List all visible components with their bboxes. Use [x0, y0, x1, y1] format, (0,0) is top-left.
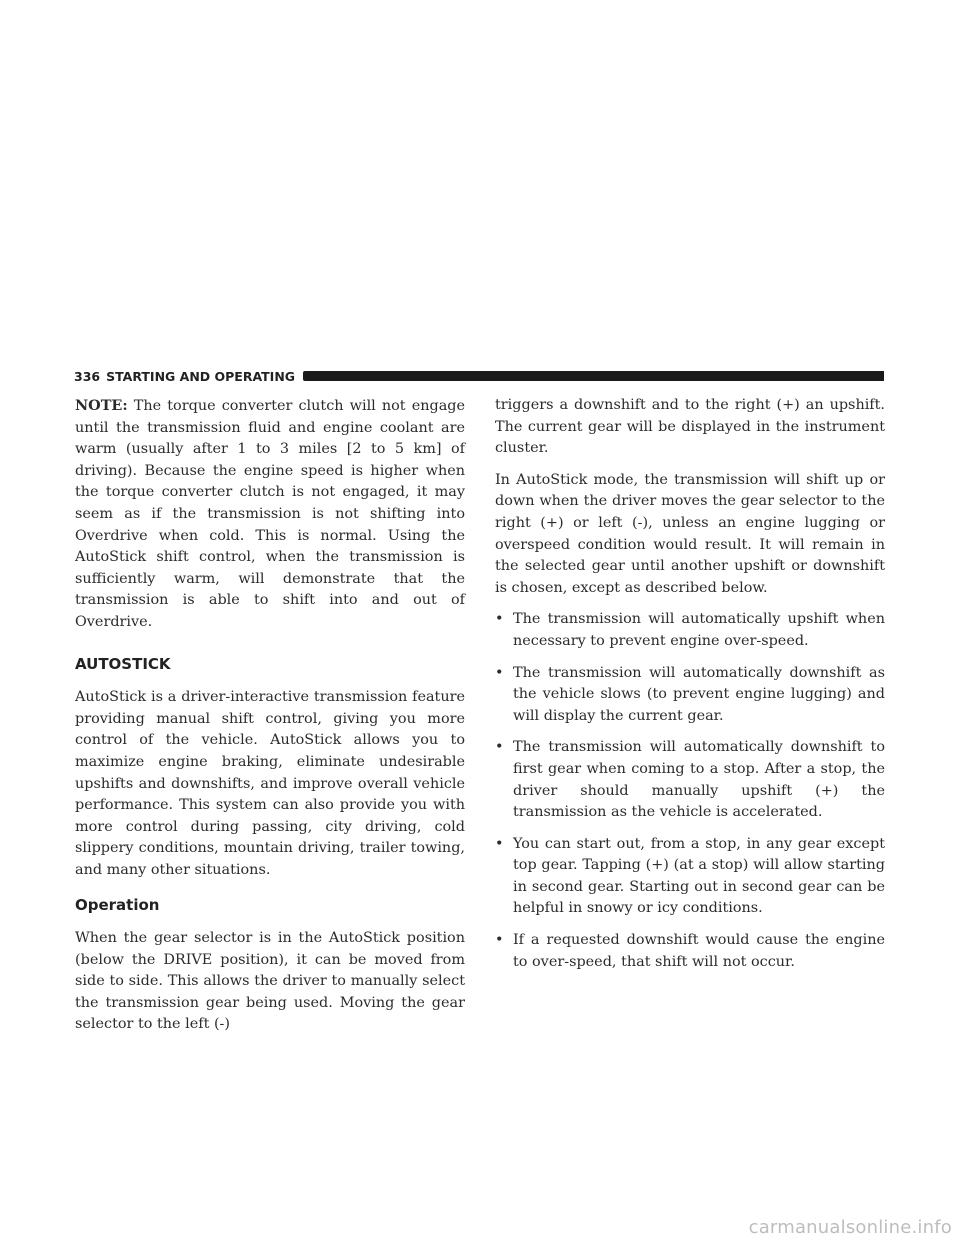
autostick-rules-list [495, 609, 885, 973]
list-item [495, 834, 885, 920]
list-item [495, 737, 885, 823]
list-item-text: The transmission will automatically downshift to first gear when coming to a stop. After a stop, the driver should manually upshift (+) the transmission as the vehicle is accelerated. [513, 739, 885, 821]
operation-heading: Operation [75, 896, 160, 915]
list-item-text: The transmission will automatically downshift as the vehicle slows (to prevent engine lugging) and will display the current gear. [513, 664, 885, 724]
bullet-icon: • [495, 932, 504, 949]
list-item-text: The transmission will automatically upshift when necessary to prevent engine over-speed. [513, 611, 885, 649]
bullet-icon: • [495, 739, 504, 756]
list-item [495, 663, 885, 728]
list-item [495, 930, 885, 973]
page-number: 336 [74, 368, 101, 384]
autostick-mode-paragraph: In AutoStick mode, the transmission will shift up or down when the driver moves the gear selector to the right (+) or left (-), unless an engine lugging or overspeed condition would result. It will remain in the selected gear until another upshift or downshift is chosen, except as described below. [495, 471, 885, 596]
left-column [75, 395, 465, 1046]
bullet-icon: • [495, 835, 504, 852]
watermark: carmanualsonline.info [748, 1217, 952, 1238]
autostick-heading: AUTOSTICK [75, 654, 171, 673]
page-header [74, 368, 884, 384]
list-item-text: You can start out, from a stop, in any gear except top gear. Tapping (+) (at a stop) will allow starting in second gear. Starting out in second gear can be helpful in snowy or icy conditions. [513, 835, 885, 917]
continued-paragraph: triggers a downshift and to the right (+) an upshift. The current gear will be displayed in the instrument cluster. [495, 397, 885, 457]
bullet-icon: • [495, 611, 504, 628]
bullet-icon: • [495, 664, 504, 681]
note-text: The torque converter clutch will not engage until the transmission fluid and engine coolant are warm (usually after 1 to 3 miles [2 to 5 km] of driving). Because the engine speed is higher when the torque converter clutch is not engaged, it may seem as if the transmission is not shifting into Overdrive when cold. This is normal. Using the AutoStick shift control, when the transmission is sufficiently warm, will demonstrate that the transmission is able to shift into and out of Overdrive. [75, 398, 465, 630]
operation-paragraph: When the gear selector is in the AutoStick position (below the DRIVE position), it can be moved from side to side. This allows the driver to manually select the transmission gear being used. Moving the gear selector to the left (-) [75, 930, 465, 1033]
note-paragraph [75, 395, 465, 634]
list-item [495, 609, 885, 652]
right-column [495, 395, 885, 983]
section-title: STARTING AND OPERATING [106, 368, 296, 384]
list-item-text: If a requested downshift would cause the engine to over-speed, that shift will not occur. [513, 932, 885, 970]
autostick-paragraph: AutoStick is a driver-interactive transmission feature providing manual shift control, giving you more control of the vehicle. AutoStick allows you to maximize engine braking, eliminate undesirable upshifts and downshifts, and improve overall vehicle performance. This system can also provide you with more control during passing, city driving, cold slippery conditions, mountain driving, trailer towing, and many other situations. [75, 689, 465, 878]
note-label: NOTE: [75, 397, 128, 414]
header-rule [303, 371, 884, 381]
